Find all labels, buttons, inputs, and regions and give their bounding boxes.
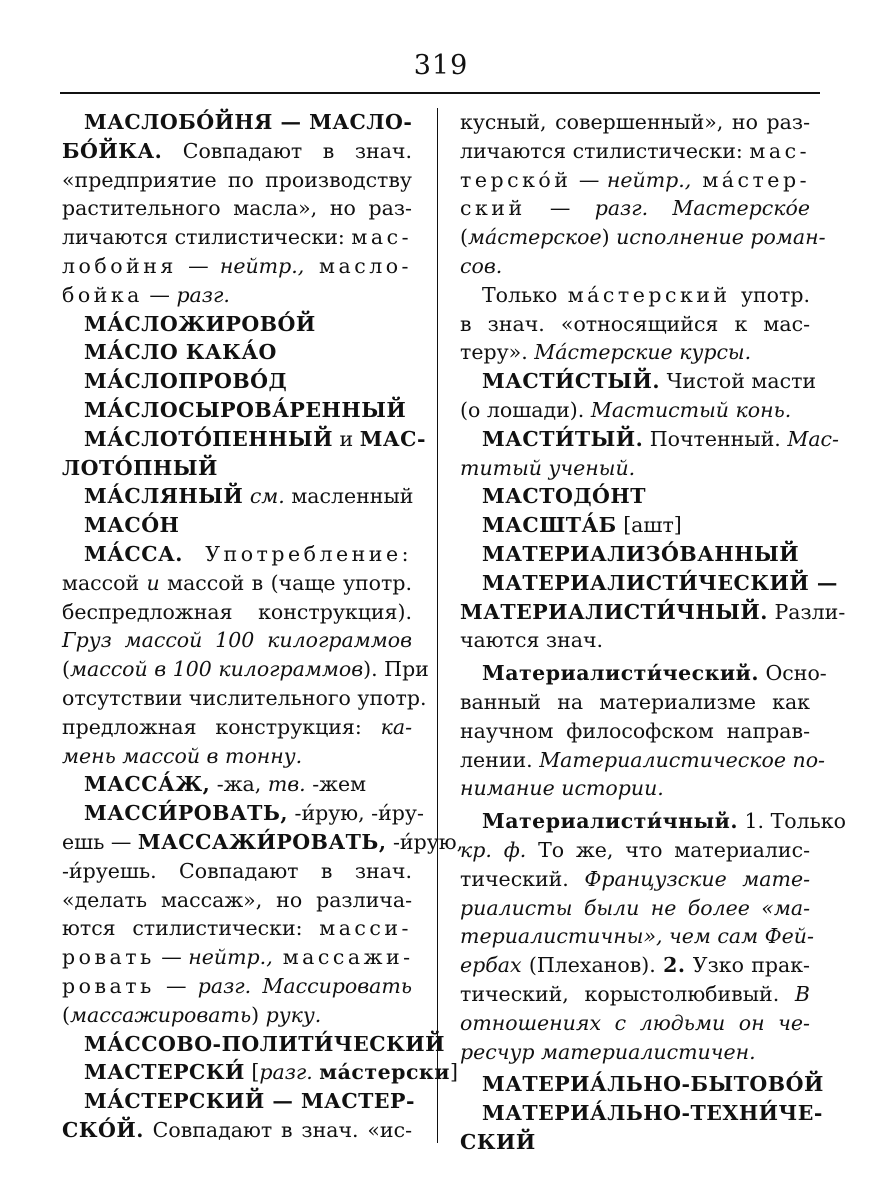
text-run: массой в (чаще употр. [159, 570, 412, 595]
headword: ЛОТО́ПНЫЙ [62, 455, 218, 480]
headword: МАТЕРИАЛИСТИ́ЧНЫЙ. [460, 599, 768, 624]
headword: МАСЛОБО́ЙНЯ — МАСЛО- [84, 110, 413, 134]
headword: МА́СЛОЖИРОВО́Й [84, 311, 316, 336]
italic-text: отношениях с людьми он че- [460, 1010, 810, 1035]
text-line [62, 569, 412, 598]
text-run: Совпадают в знач. «ис- [143, 1117, 412, 1142]
italic-text: Груз массой 100 килограммов [62, 628, 412, 653]
italic-text: Французские мате- [584, 866, 810, 891]
spaced-text: ский [460, 196, 526, 221]
spaced-text: мас- [749, 138, 810, 163]
text-run [183, 542, 205, 566]
text-line [460, 425, 839, 454]
text-line [62, 1087, 415, 1116]
text-line [62, 828, 464, 857]
text-line [62, 396, 412, 425]
spaced-text: масло- [304, 253, 412, 278]
text-run: ванный на материализме как [460, 689, 810, 714]
headword: МАСТИ́СТЫЙ. [482, 369, 661, 394]
text-line [460, 1009, 810, 1038]
text-line [62, 655, 429, 684]
headword: МАСТОДО́НТ [482, 484, 647, 509]
text-run: 1. [738, 809, 765, 834]
italic-text: нейтр., [606, 167, 692, 192]
text-run: Почтенный. [643, 426, 788, 451]
spaced-text: терско́й [460, 167, 572, 192]
text-line [62, 252, 412, 281]
text-run: ( [460, 225, 468, 250]
italic-text: ка- [380, 714, 412, 739]
text-line [460, 688, 810, 717]
text-line [460, 1128, 810, 1157]
text-line [62, 137, 412, 166]
headword: МАТЕРИА́ЛЬНО-ТЕХНИ́ЧЕ- [482, 1101, 823, 1126]
spaced-text: Употребление: [205, 541, 412, 566]
text-run: [ашт] [616, 513, 682, 538]
text-line [460, 108, 810, 137]
text-line [460, 894, 810, 923]
text-run: ) [251, 1002, 266, 1027]
text-line [62, 886, 412, 915]
text-run: (Плеханов). [521, 953, 664, 978]
headword: МАТЕРИА́ЛЬНО-БЫТОВО́Й [482, 1072, 824, 1097]
italic-text: руку. [265, 1002, 322, 1027]
text-line [62, 454, 412, 483]
italic-text: мень массой в тонну. [62, 743, 303, 768]
text-line [460, 194, 810, 223]
italic-text: сов. [460, 253, 503, 278]
text-run: чаются знач. [460, 628, 604, 653]
text-run: -жем [305, 772, 367, 797]
text-line [460, 166, 810, 195]
text-line [460, 310, 810, 339]
text-run: -жа, [210, 772, 268, 797]
text-line [460, 338, 810, 367]
headword: БО́ЙКА. [62, 138, 163, 163]
text-run: в знач. «относящийся к мас- [460, 311, 810, 336]
text-run: — [571, 167, 607, 192]
text-line [460, 1099, 823, 1128]
text-line [62, 166, 412, 195]
text-run: Только [482, 282, 568, 307]
text-run: Совпадают в знач. [162, 138, 412, 163]
text-run: Разли- [767, 599, 846, 624]
text-run: беспредложная конструкция). [62, 599, 412, 624]
header-rule [60, 92, 820, 94]
text-run: Осно- [758, 661, 827, 686]
headword: ма́стерски [319, 1060, 450, 1085]
text-line [62, 972, 412, 1001]
page-number: 319 [413, 50, 469, 81]
text-run: «делать массаж», но различа- [62, 887, 412, 912]
italic-text: Мас- [787, 426, 839, 451]
headword: МАСШТА́Б [482, 513, 617, 538]
text-line [460, 454, 810, 483]
text-run: тический, корыстолюбивый. [460, 981, 795, 1006]
spaced-text: массажи- [272, 945, 414, 970]
text-run: — [142, 282, 177, 307]
headword: МАТЕРИАЛИСТИ́ЧЕСКИЙ — [482, 570, 838, 595]
text-run: масленный [284, 484, 414, 509]
headword: МАС- [359, 426, 426, 451]
text-run: — [154, 973, 198, 998]
text-run: Чистой масти [660, 369, 817, 394]
italic-text: Мастистый конь. [590, 397, 792, 422]
text-line [62, 684, 427, 713]
left-column [62, 108, 464, 1145]
italic-text: разг. [259, 1060, 313, 1085]
text-line [460, 598, 846, 627]
headword: МАТЕРИАЛИЗО́ВАННЫЙ [482, 541, 800, 566]
text-line [460, 223, 826, 252]
text-run: — [176, 253, 220, 278]
spaced-text: ма́стерский [567, 282, 731, 307]
italic-text: нимание истории. [460, 776, 664, 801]
headword: МАСТИ́ТЫЙ. [482, 426, 644, 451]
text-line [62, 914, 412, 943]
text-line [460, 252, 810, 281]
text-run: кусный, совершенный», но раз- [460, 110, 810, 134]
italic-text: кр. ф. [460, 837, 527, 862]
text-run: — [525, 196, 595, 221]
right-column [460, 108, 846, 1157]
text-run: [ [244, 1060, 260, 1085]
text-run: Узко прак- [685, 953, 810, 978]
text-run: личаются стилистически: [62, 225, 352, 250]
text-line [62, 1116, 412, 1145]
spaced-text: ровать [62, 945, 155, 970]
text-run: научном философском направ- [460, 718, 810, 743]
text-line [460, 659, 827, 688]
text-line [62, 367, 412, 396]
text-line [460, 980, 810, 1009]
headword: Материалисти́чный. [482, 809, 738, 834]
text-line [460, 836, 810, 865]
text-run: ) [601, 225, 617, 250]
text-run: «предприятие по производству [62, 167, 412, 192]
spaced-text: ровать [62, 973, 155, 998]
text-line [62, 1001, 412, 1030]
italic-text: разг. Мастерско́е [594, 196, 810, 221]
italic-text: массой в 100 килограммов [70, 657, 364, 682]
text-line [460, 746, 825, 775]
text-run: личаются стилистически: [460, 138, 750, 163]
text-line [460, 774, 810, 803]
italic-text: нейтр., [219, 253, 305, 278]
text-line [460, 540, 810, 569]
text-run: и [333, 426, 360, 451]
text-line [460, 807, 846, 836]
headword: МАСТЕРСКИ́ [84, 1060, 245, 1085]
headword: МА́СЛОТО́ПЕННЫЙ [84, 426, 334, 451]
text-line [62, 857, 412, 886]
headword: СКО́Й. [62, 1117, 144, 1142]
text-run: ( [62, 1002, 70, 1027]
text-line [62, 482, 412, 511]
italic-text: риалисты были не более «ма- [460, 895, 810, 920]
text-line [62, 770, 412, 799]
italic-text: разг. Массировать [197, 973, 412, 998]
headword: МАССАЖИ́РОВАТЬ, [137, 829, 387, 854]
text-run: теру». [460, 340, 535, 365]
text-line [62, 511, 412, 540]
text-line [460, 511, 810, 540]
text-line [62, 540, 412, 569]
text-line [62, 598, 412, 627]
text-run: То же, что материалис- [526, 837, 810, 862]
text-line [62, 310, 412, 339]
italic-text: В [794, 981, 810, 1006]
spaced-text: мас- [351, 225, 412, 250]
italic-text: см. [249, 484, 285, 509]
headword: 2. [663, 953, 686, 978]
italic-text: ма́стерское [468, 225, 602, 250]
headword: МА́СТЕРСКИЙ — МАСТЕР- [84, 1089, 415, 1114]
text-run: отсутствии числительного употр. [62, 685, 427, 710]
text-run: — [154, 945, 189, 970]
italic-text: разг. [176, 282, 230, 307]
text-line [62, 108, 412, 137]
headword: МА́СЛОПРОВО́Д [84, 369, 288, 394]
text-run: -и́рую, [386, 829, 464, 854]
text-run: употр. [730, 282, 810, 307]
text-line [460, 626, 810, 655]
headword: СКИЙ [460, 1129, 536, 1154]
text-line [62, 425, 426, 454]
text-run: -и́руешь. Совпадают в знач. [62, 858, 412, 883]
italic-text: массажировать [70, 1002, 252, 1027]
spaced-text: ма́стер- [691, 167, 810, 192]
text-line [460, 396, 810, 425]
text-line [62, 281, 412, 310]
italic-text: Ма́стерские курсы. [534, 340, 752, 365]
text-line [62, 943, 412, 972]
text-run: ( [62, 657, 70, 682]
italic-text: исполнение роман- [616, 225, 826, 250]
text-run: ] [449, 1060, 458, 1085]
headword: МА́СЛО КАКА́О [84, 340, 277, 365]
text-line [62, 799, 424, 828]
column-divider [437, 108, 438, 1143]
text-line [62, 626, 412, 655]
headword: МА́ССОВО-ПОЛИТИ́ЧЕСКИЙ [84, 1031, 445, 1056]
text-line [62, 223, 412, 252]
headword: Материалисти́ческий. [482, 661, 759, 686]
italic-text: титый ученый. [460, 455, 636, 480]
text-line [460, 922, 814, 951]
italic-text: тв. [267, 772, 306, 797]
text-line [460, 865, 810, 894]
spaced-text: лобойня [62, 253, 177, 278]
italic-text: ербах [460, 953, 522, 978]
spaced-text: масси- [319, 916, 412, 941]
text-line [460, 569, 838, 598]
headword: МА́СЛОСЫРОВА́РЕННЫЙ [84, 397, 407, 422]
text-line [62, 1058, 458, 1087]
text-line [460, 717, 810, 746]
text-line [460, 367, 817, 396]
italic-text: ресчур материалистичен. [460, 1039, 756, 1064]
text-line [62, 742, 412, 771]
text-line [460, 281, 810, 310]
text-run: Только [764, 809, 846, 834]
italic-text: и [146, 570, 160, 595]
text-line [460, 1038, 810, 1067]
text-line [460, 951, 810, 980]
text-line [460, 1070, 824, 1099]
text-run: ешь — [62, 829, 138, 854]
text-line [62, 194, 412, 223]
text-line [62, 713, 412, 742]
headword: МА́СЛЯНЫЙ [84, 484, 244, 509]
headword: МАСО́Н [84, 513, 180, 538]
text-run: растительного масла», но раз- [62, 196, 412, 221]
text-run: ются стилистически: [62, 916, 320, 941]
headword: МАССИ́РОВАТЬ, [84, 801, 288, 826]
italic-text: нейтр., [188, 945, 273, 970]
text-line [62, 338, 412, 367]
italic-text: териалистичны», чем сам Фей- [460, 924, 814, 949]
headword: МАССА́Ж, [84, 772, 211, 797]
text-line [460, 137, 810, 166]
text-run: лении. [460, 747, 540, 772]
text-run: предложная конструкция: [62, 714, 381, 739]
text-line [460, 482, 810, 511]
text-run: ). При [363, 657, 429, 682]
spaced-text: бойка [62, 282, 143, 307]
text-run: -и́рую, -и́ру- [288, 801, 424, 826]
headword: МА́ССА. [84, 541, 183, 566]
text-run: (о лошади). [460, 397, 591, 422]
text-line [62, 1030, 445, 1059]
italic-text: Материалистическое по- [539, 747, 825, 772]
text-run: массой [62, 570, 147, 595]
text-run: тический. [460, 866, 585, 891]
